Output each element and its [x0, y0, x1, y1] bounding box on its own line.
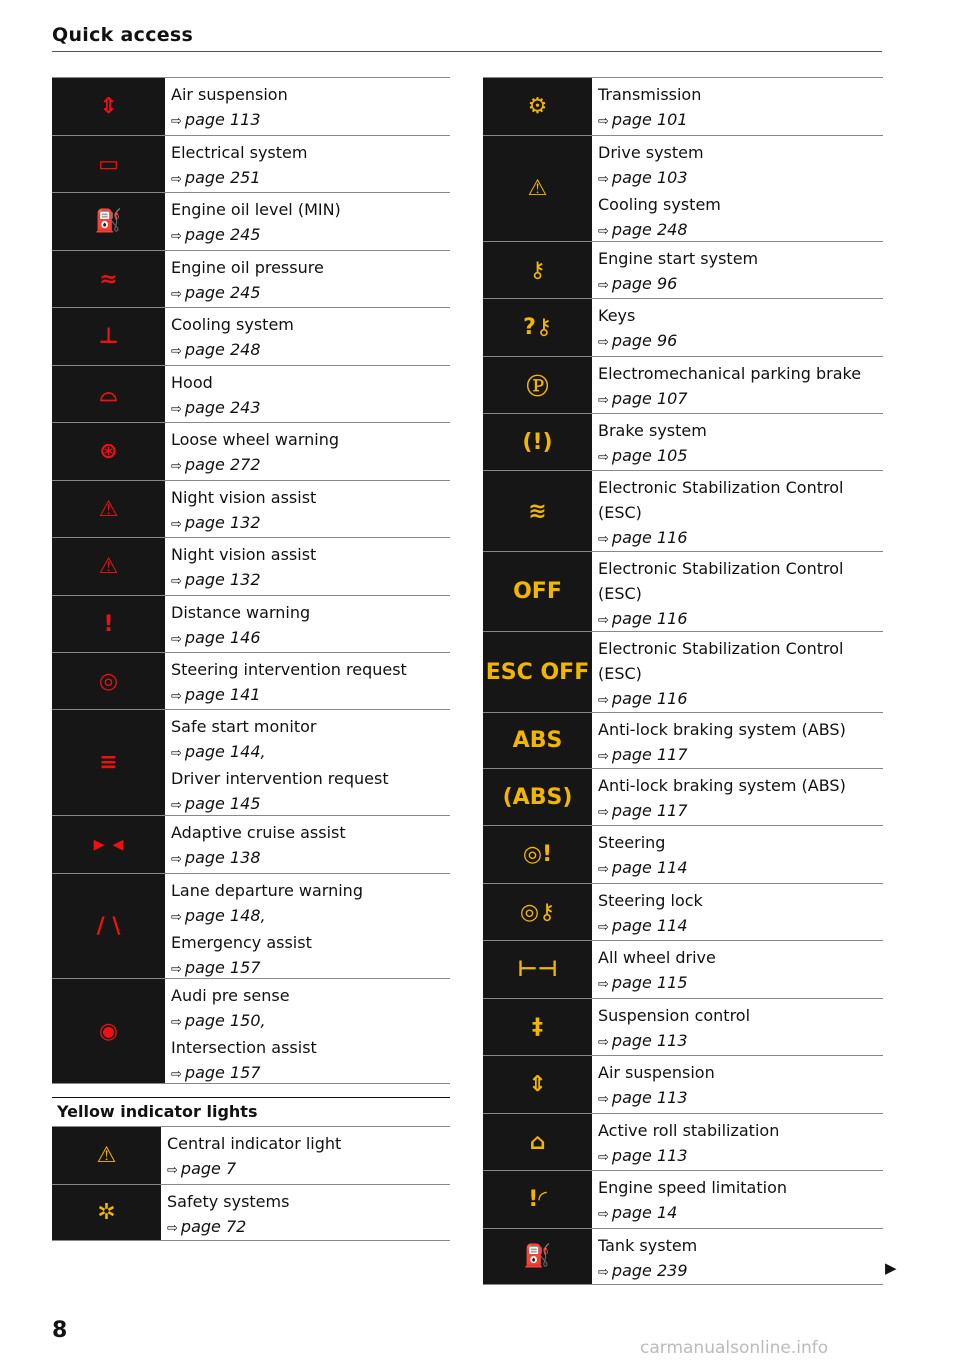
indicator-label: Engine speed limitation: [598, 1178, 787, 1197]
esc-off-icon: OFF: [483, 552, 592, 631]
page-reference[interactable]: page 145: [184, 794, 261, 813]
indicator-row: [52, 135, 450, 192]
indicator-description: [592, 357, 861, 413]
indicator-label: Safety systems: [167, 1192, 290, 1211]
indicator-label: Active roll stabilization: [598, 1121, 780, 1140]
roll-stabilization-icon: ⌂: [483, 1114, 592, 1170]
indicator-row: [483, 998, 883, 1055]
indicator-label: (ESC): [598, 584, 642, 603]
page-ref-arrow-icon: ⇨: [171, 459, 182, 474]
steering-lock-icon: ◎⚷: [483, 884, 592, 940]
esc-icon: ≋: [483, 471, 592, 551]
indicator-label: Cooling system: [171, 315, 294, 334]
transmission-icon: ⚙: [483, 78, 592, 135]
indicator-description: [165, 979, 317, 1083]
page-reference[interactable]: page 157: [184, 958, 261, 977]
page-reference[interactable]: page 113: [611, 1031, 688, 1050]
page-ref-arrow-icon: ⇨: [171, 798, 182, 813]
wheel-icon: ⊛: [52, 423, 165, 480]
oil-pressure-icon: ≈: [52, 251, 165, 307]
indicator-row: [52, 1184, 450, 1241]
distance-warning-icon: !: [52, 596, 165, 652]
indicator-description: [161, 1185, 289, 1240]
indicator-row: [483, 1170, 883, 1228]
awd-icon: ⊢⊣: [483, 941, 592, 998]
indicator-description: [161, 1127, 341, 1184]
page-ref-arrow-icon: ⇨: [598, 862, 609, 877]
indicator-description: [165, 710, 389, 815]
indicator-label: Distance warning: [171, 603, 311, 622]
red-indicator-table: [52, 77, 450, 1084]
key-question-icon: ?⚷: [483, 299, 592, 356]
page-reference[interactable]: page 105: [611, 446, 688, 465]
indicator-row: [483, 940, 883, 998]
drive-system-icon: ⚠: [483, 136, 592, 241]
indicator-label: Night vision assist: [171, 488, 317, 507]
watermark: carmanualsonline.info: [640, 1338, 829, 1358]
page-ref-arrow-icon: ⇨: [171, 689, 182, 704]
indicator-label: Electronic Stabilization Control: [598, 639, 844, 658]
page-reference[interactable]: page 148,: [184, 906, 266, 925]
page-ref-arrow-icon: ⇨: [598, 1150, 609, 1165]
page-header-title: Quick access: [52, 24, 194, 46]
indicator-label: Audi pre sense: [171, 986, 290, 1005]
key-icon: ⚷: [483, 242, 592, 298]
indicator-row: [52, 480, 450, 537]
pre-sense-icon: ◉: [52, 979, 165, 1083]
indicator-label: Anti-lock braking system (ABS): [598, 720, 846, 739]
page-reference[interactable]: page 132: [184, 570, 261, 589]
page-reference[interactable]: page 272: [184, 455, 261, 474]
indicator-label: Anti-lock braking system (ABS): [598, 776, 846, 795]
page-reference[interactable]: page 116: [611, 609, 688, 628]
oil-level-icon: ⛽: [52, 193, 165, 250]
indicator-description: [592, 884, 703, 940]
page-reference[interactable]: page 113: [611, 1146, 688, 1165]
indicator-description: [165, 251, 324, 307]
indicator-description: [165, 596, 310, 652]
indicator-description: [592, 826, 688, 883]
page-reference[interactable]: page 251: [184, 168, 261, 187]
page-reference[interactable]: page 116: [611, 528, 688, 547]
page-reference[interactable]: page 72: [180, 1217, 247, 1236]
page-ref-arrow-icon: ⇨: [598, 749, 609, 764]
indicator-label: Driver intervention request: [171, 769, 389, 788]
indicator-label: Loose wheel warning: [171, 430, 339, 449]
indicator-row: [483, 241, 883, 298]
page-ref-arrow-icon: ⇨: [598, 977, 609, 992]
indicator-label: (ESC): [598, 503, 642, 522]
indicator-label: Emergency assist: [171, 933, 312, 952]
indicator-label: Electromechanical parking brake: [598, 364, 862, 383]
brake-icon: (!): [483, 414, 592, 470]
indicator-row: [483, 413, 883, 470]
indicator-description: [165, 423, 339, 480]
indicator-row: [483, 77, 883, 135]
pedestrian-warning-icon: ⚠: [52, 481, 165, 537]
page-number: 8: [52, 1318, 68, 1343]
indicator-description: [592, 999, 750, 1055]
indicator-label: Suspension control: [598, 1006, 751, 1025]
indicator-row: [483, 1055, 883, 1113]
page-reference[interactable]: page 115: [611, 973, 688, 992]
indicator-label: (ESC): [598, 664, 642, 683]
page-ref-arrow-icon: ⇨: [171, 402, 182, 417]
indicator-row: [52, 978, 450, 1084]
page-reference[interactable]: page 245: [184, 225, 261, 244]
suspension-control-icon: ‡: [483, 999, 592, 1055]
page-ref-arrow-icon: ⇨: [598, 172, 609, 187]
indicator-description: [165, 366, 261, 422]
page-reference[interactable]: page 132: [184, 513, 261, 532]
page-reference[interactable]: page 245: [184, 283, 261, 302]
page-ref-arrow-icon: ⇨: [598, 1207, 609, 1222]
indicator-label: All wheel drive: [598, 948, 716, 967]
coolant-icon: ⊥: [52, 308, 165, 365]
page-reference[interactable]: page 243: [184, 398, 261, 417]
indicator-description: [592, 242, 758, 298]
indicator-row: [483, 883, 883, 940]
car-air-suspension-icon: ⇕: [483, 1056, 592, 1113]
indicator-description: [165, 816, 346, 873]
indicator-description: [165, 874, 363, 978]
indicator-description: [592, 1056, 715, 1113]
indicator-row: [52, 1126, 450, 1184]
parking-brake-icon: Ⓟ: [483, 357, 592, 413]
indicator-row: [483, 356, 883, 413]
airbag-icon: ✲: [52, 1185, 161, 1240]
indicator-row: [52, 307, 450, 365]
indicator-row: [52, 537, 450, 595]
indicator-row: [52, 365, 450, 422]
page-ref-arrow-icon: ⇨: [171, 517, 182, 532]
indicator-description: [165, 308, 294, 365]
indicator-description: [592, 1229, 697, 1284]
indicator-row: [52, 873, 450, 978]
indicator-row: [52, 250, 450, 307]
indicator-row: [483, 135, 883, 241]
indicator-row: [52, 595, 450, 652]
page-reference[interactable]: page 101: [611, 110, 688, 129]
page-ref-arrow-icon: ⇨: [171, 229, 182, 244]
indicator-label: Engine oil pressure: [171, 258, 324, 277]
indicator-description: [592, 713, 846, 768]
indicator-description: [592, 941, 716, 998]
battery-icon: ▭: [52, 136, 165, 192]
indicator-label: Air suspension: [171, 85, 288, 104]
indicator-description: [592, 136, 721, 241]
indicator-description: [165, 193, 341, 250]
page-reference[interactable]: page 114: [611, 916, 688, 935]
page-reference[interactable]: page 150,: [184, 1011, 266, 1030]
indicator-row: [52, 192, 450, 250]
page-reference[interactable]: page 107: [611, 389, 688, 408]
indicator-label: Central indicator light: [167, 1134, 342, 1153]
page-reference[interactable]: page 157: [184, 1063, 261, 1082]
right-indicator-table: [483, 77, 883, 1285]
indicator-row: [483, 470, 883, 551]
page-ref-arrow-icon: ⇨: [171, 287, 182, 302]
page-reference[interactable]: page 141: [184, 685, 261, 704]
page-reference[interactable]: page 144,: [184, 742, 266, 761]
indicator-label: Electrical system: [171, 143, 308, 162]
indicator-label: Safe start monitor: [171, 717, 317, 736]
indicator-label: Engine start system: [598, 249, 759, 268]
indicator-row: [52, 815, 450, 873]
page-reference[interactable]: page 7: [180, 1159, 237, 1178]
indicator-description: [165, 538, 316, 595]
page-reference[interactable]: page 248: [611, 220, 688, 239]
page-ref-arrow-icon: ⇨: [167, 1221, 178, 1236]
hood-icon: ⌓: [52, 366, 165, 422]
indicator-description: [592, 632, 843, 712]
indicator-row: [52, 709, 450, 815]
indicator-row: [52, 77, 450, 135]
page-ref-arrow-icon: ⇨: [171, 910, 182, 925]
yellow-indicator-heading: Yellow indicator lights: [52, 1097, 450, 1121]
header-rule: [52, 51, 882, 52]
continue-arrow-icon: ▶: [885, 1259, 897, 1277]
page-ref-arrow-icon: ⇨: [598, 613, 609, 628]
indicator-description: [592, 1114, 779, 1170]
indicator-label: Air suspension: [598, 1063, 715, 1082]
page-reference[interactable]: page 113: [611, 1088, 688, 1107]
indicator-description: [592, 414, 707, 470]
indicator-label: Cooling system: [598, 195, 721, 214]
indicator-description: [165, 136, 307, 192]
fuel-tank-icon: ⛽: [483, 1229, 592, 1284]
indicator-description: [165, 78, 288, 135]
abs-circle-icon: (ABS): [483, 769, 592, 825]
page-reference[interactable]: page 138: [184, 848, 261, 867]
indicator-label: Hood: [171, 373, 213, 392]
page-ref-arrow-icon: ⇨: [167, 1163, 178, 1178]
esc-off-text-icon: ESC OFF: [483, 632, 592, 712]
indicator-label: Brake system: [598, 421, 707, 440]
page-ref-arrow-icon: ⇨: [598, 278, 609, 293]
page-ref-arrow-icon: ⇨: [171, 962, 182, 977]
page-reference[interactable]: page 14: [611, 1203, 678, 1222]
page-ref-arrow-icon: ⇨: [171, 1015, 182, 1030]
page-reference[interactable]: page 116: [611, 689, 688, 708]
page-ref-arrow-icon: ⇨: [598, 335, 609, 350]
page-ref-arrow-icon: ⇨: [171, 852, 182, 867]
page-ref-arrow-icon: ⇨: [598, 920, 609, 935]
page-ref-arrow-icon: ⇨: [171, 114, 182, 129]
yellow-indicator-table: [52, 1126, 450, 1241]
page-ref-arrow-icon: ⇨: [598, 450, 609, 465]
page-reference[interactable]: page 146: [184, 628, 261, 647]
indicator-row: [483, 1113, 883, 1170]
indicator-label: Steering intervention request: [171, 660, 407, 679]
page-reference[interactable]: page 96: [611, 274, 678, 293]
page-ref-arrow-icon: ⇨: [171, 632, 182, 647]
page-ref-arrow-icon: ⇨: [598, 693, 609, 708]
page-ref-arrow-icon: ⇨: [598, 532, 609, 547]
central-indicator-icon: ⚠: [52, 1127, 161, 1184]
car-air-suspension-icon: ⇕: [52, 78, 165, 135]
indicator-description: [592, 552, 843, 631]
engine-speed-icon: !◜: [483, 1171, 592, 1228]
indicator-label: Night vision assist: [171, 545, 317, 564]
indicator-label: Steering lock: [598, 891, 703, 910]
page-ref-arrow-icon: ⇨: [598, 1265, 609, 1280]
indicator-label: Engine oil level (MIN): [171, 200, 341, 219]
indicator-label: Electronic Stabilization Control: [598, 478, 844, 497]
indicator-label: Keys: [598, 306, 636, 325]
safe-start-icon: ≡: [52, 710, 165, 815]
page-ref-arrow-icon: ⇨: [598, 114, 609, 129]
indicator-label: Electronic Stabilization Control: [598, 559, 844, 578]
page-ref-arrow-icon: ⇨: [598, 1035, 609, 1050]
page-reference[interactable]: page 114: [611, 858, 688, 877]
indicator-row: [52, 652, 450, 709]
page-reference[interactable]: page 239: [611, 1261, 688, 1280]
indicator-description: [592, 769, 846, 825]
page-ref-arrow-icon: ⇨: [171, 746, 182, 761]
indicator-row: [483, 631, 883, 712]
indicator-row: [52, 422, 450, 480]
page-ref-arrow-icon: ⇨: [171, 344, 182, 359]
page-reference[interactable]: page 113: [184, 110, 261, 129]
page-ref-arrow-icon: ⇨: [598, 805, 609, 820]
page-ref-arrow-icon: ⇨: [171, 1067, 182, 1082]
indicator-label: Intersection assist: [171, 1038, 317, 1057]
indicator-row: [483, 768, 883, 825]
page-ref-arrow-icon: ⇨: [598, 393, 609, 408]
indicator-description: [592, 299, 677, 356]
page-ref-arrow-icon: ⇨: [171, 574, 182, 589]
indicator-description: [165, 481, 316, 537]
indicator-row: [483, 712, 883, 768]
page-reference[interactable]: page 117: [611, 801, 688, 820]
indicator-description: [165, 653, 407, 709]
indicator-description: [592, 78, 701, 135]
indicator-label: Transmission: [598, 85, 702, 104]
page-reference[interactable]: page 248: [184, 340, 261, 359]
steering-icon: ◎!: [483, 826, 592, 883]
page-reference[interactable]: page 117: [611, 745, 688, 764]
indicator-label: Adaptive cruise assist: [171, 823, 346, 842]
indicator-row: [483, 825, 883, 883]
cruise-assist-icon: ▸ ◂: [52, 816, 165, 873]
page-ref-arrow-icon: ⇨: [598, 1092, 609, 1107]
indicator-row: [483, 551, 883, 631]
indicator-row: [483, 298, 883, 356]
lane-departure-icon: / \: [52, 874, 165, 978]
animal-warning-icon: ⚠: [52, 538, 165, 595]
page-reference[interactable]: page 96: [611, 331, 678, 350]
indicator-description: [592, 471, 843, 551]
indicator-row: [483, 1228, 883, 1285]
page-reference[interactable]: page 103: [611, 168, 688, 187]
indicator-label: Steering: [598, 833, 666, 852]
indicator-label: Tank system: [598, 1236, 698, 1255]
indicator-description: [592, 1171, 787, 1228]
page-ref-arrow-icon: ⇨: [171, 172, 182, 187]
indicator-label: Lane departure warning: [171, 881, 363, 900]
page-ref-arrow-icon: ⇨: [598, 224, 609, 239]
steering-request-icon: ◎: [52, 653, 165, 709]
indicator-label: Drive system: [598, 143, 704, 162]
abs-text-icon: ABS: [483, 713, 592, 768]
